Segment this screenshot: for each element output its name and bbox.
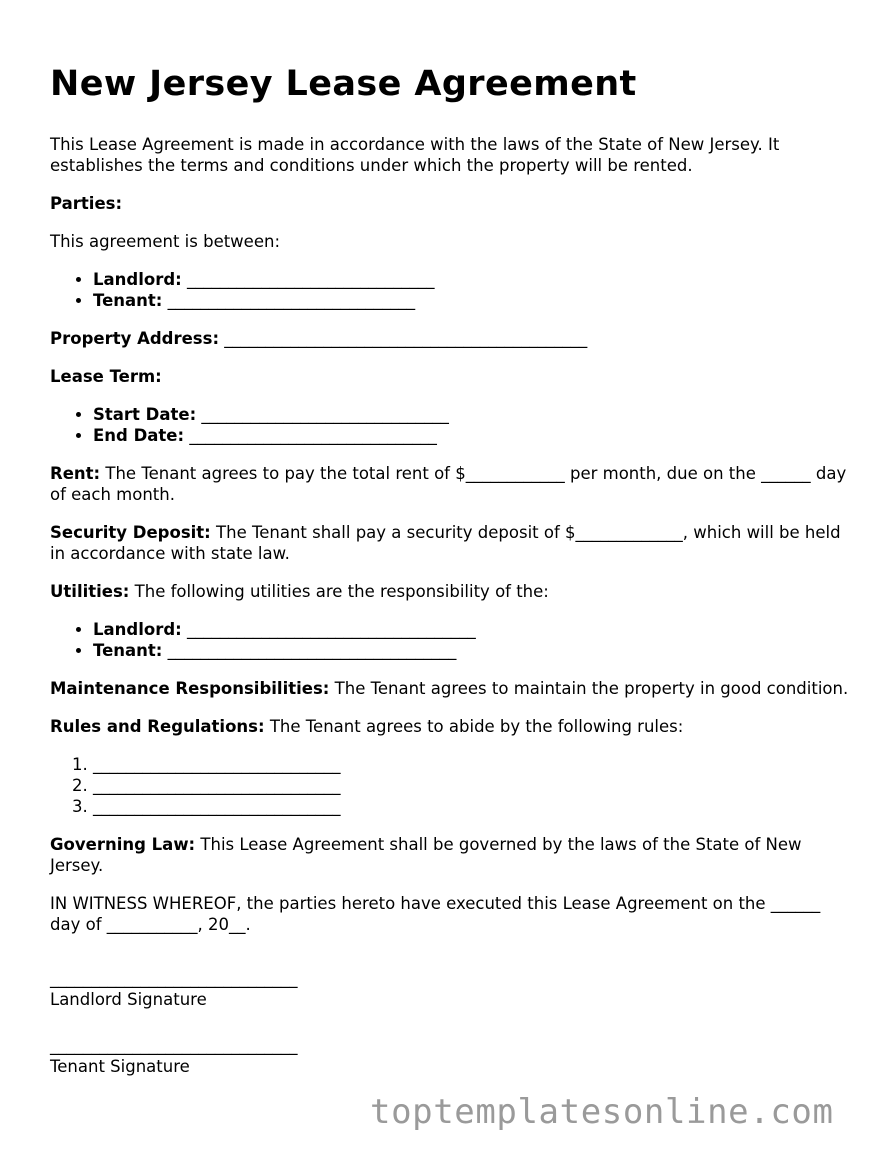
utilities-tenant-label: Tenant: <box>93 641 163 660</box>
maintenance-paragraph <box>50 678 850 699</box>
property-address-blank: ____________________________________________ <box>219 329 588 348</box>
parties-heading-text: Parties: <box>50 194 123 213</box>
security-deposit-label: Security Deposit: <box>50 523 211 542</box>
list-item <box>93 269 850 290</box>
list-item <box>93 640 850 661</box>
utilities-tenant-blank: ___________________________________ <box>162 641 457 660</box>
list-item <box>93 619 850 640</box>
landlord-signature-label: Landlord Signature <box>50 990 207 1009</box>
lease-term-heading <box>50 366 850 387</box>
tenant-label: Tenant: <box>93 291 163 310</box>
lease-term-list <box>50 404 850 446</box>
property-address <box>50 328 850 349</box>
utilities-paragraph <box>50 581 850 602</box>
rent-paragraph <box>50 463 850 505</box>
parties-list <box>50 269 850 311</box>
watermark-text: toptemplatesonline.com <box>370 1092 834 1132</box>
list-item <box>93 404 850 425</box>
governing-law-text: This Lease Agreement shall be governed by the laws of the State of New Jersey. <box>50 835 802 875</box>
list-item <box>93 290 850 311</box>
rules-text: The Tenant agrees to abide by the following rules: <box>264 717 684 736</box>
tenant-signature-block <box>50 1035 850 1077</box>
list-item <box>93 425 850 446</box>
parties-heading <box>50 193 850 214</box>
landlord-blank: ______________________________ <box>181 270 435 289</box>
parties-lead: This agreement is between: <box>50 232 281 251</box>
utilities-label: Utilities: <box>50 582 130 601</box>
landlord-signature-line: ______________________________ <box>50 969 298 988</box>
governing-law-paragraph <box>50 834 850 876</box>
tenant-blank: ______________________________ <box>162 291 416 310</box>
property-address-label: Property Address: <box>50 329 220 348</box>
tenant-signature-label: Tenant Signature <box>50 1057 190 1076</box>
landlord-label: Landlord: <box>93 270 182 289</box>
end-date-blank: ______________________________ <box>184 426 437 445</box>
maintenance-label: Maintenance Responsibilities: <box>50 679 330 698</box>
document-title: New Jersey Lease Agreement <box>50 64 637 104</box>
intro-paragraph: This Lease Agreement is made in accordance with the laws of the State of New Jersey. It establishes the terms and conditions under which the property will be rented. <box>50 135 780 175</box>
utilities-list <box>50 619 850 661</box>
signature-spacer <box>50 952 850 968</box>
landlord-signature-block <box>50 968 850 1010</box>
governing-law-label: Governing Law: <box>50 835 196 854</box>
rent-text: The Tenant agrees to pay the total rent of $____________ per month, due on the ______ day of each month. <box>50 464 847 504</box>
list-item: 2. ______________________________ <box>93 775 850 796</box>
security-deposit-paragraph <box>50 522 850 564</box>
list-item: 3. ______________________________ <box>93 796 850 817</box>
rules-list <box>50 754 850 817</box>
utilities-landlord-label: Landlord: <box>93 620 182 639</box>
start-date-blank: ______________________________ <box>196 405 449 424</box>
lease-document <box>50 60 850 1102</box>
end-date-label: End Date: <box>93 426 185 445</box>
list-item: 1. ______________________________ <box>93 754 850 775</box>
utilities-landlord-blank: ___________________________________ <box>181 620 476 639</box>
utilities-text: The following utilities are the responsibility of the: <box>129 582 549 601</box>
security-deposit-text: The Tenant shall pay a security deposit of $_____________, which will be held in accordance with state law. <box>50 523 841 563</box>
rent-label: Rent: <box>50 464 101 483</box>
witness-paragraph: IN WITNESS WHEREOF, the parties hereto have executed this Lease Agreement on the ______ day of ___________, 20__. <box>50 894 821 934</box>
start-date-label: Start Date: <box>93 405 197 424</box>
rules-label: Rules and Regulations: <box>50 717 265 736</box>
tenant-signature-line: ______________________________ <box>50 1036 298 1055</box>
lease-term-heading-text: Lease Term: <box>50 367 162 386</box>
maintenance-text: The Tenant agrees to maintain the property in good condition. <box>329 679 849 698</box>
rules-paragraph <box>50 716 850 737</box>
